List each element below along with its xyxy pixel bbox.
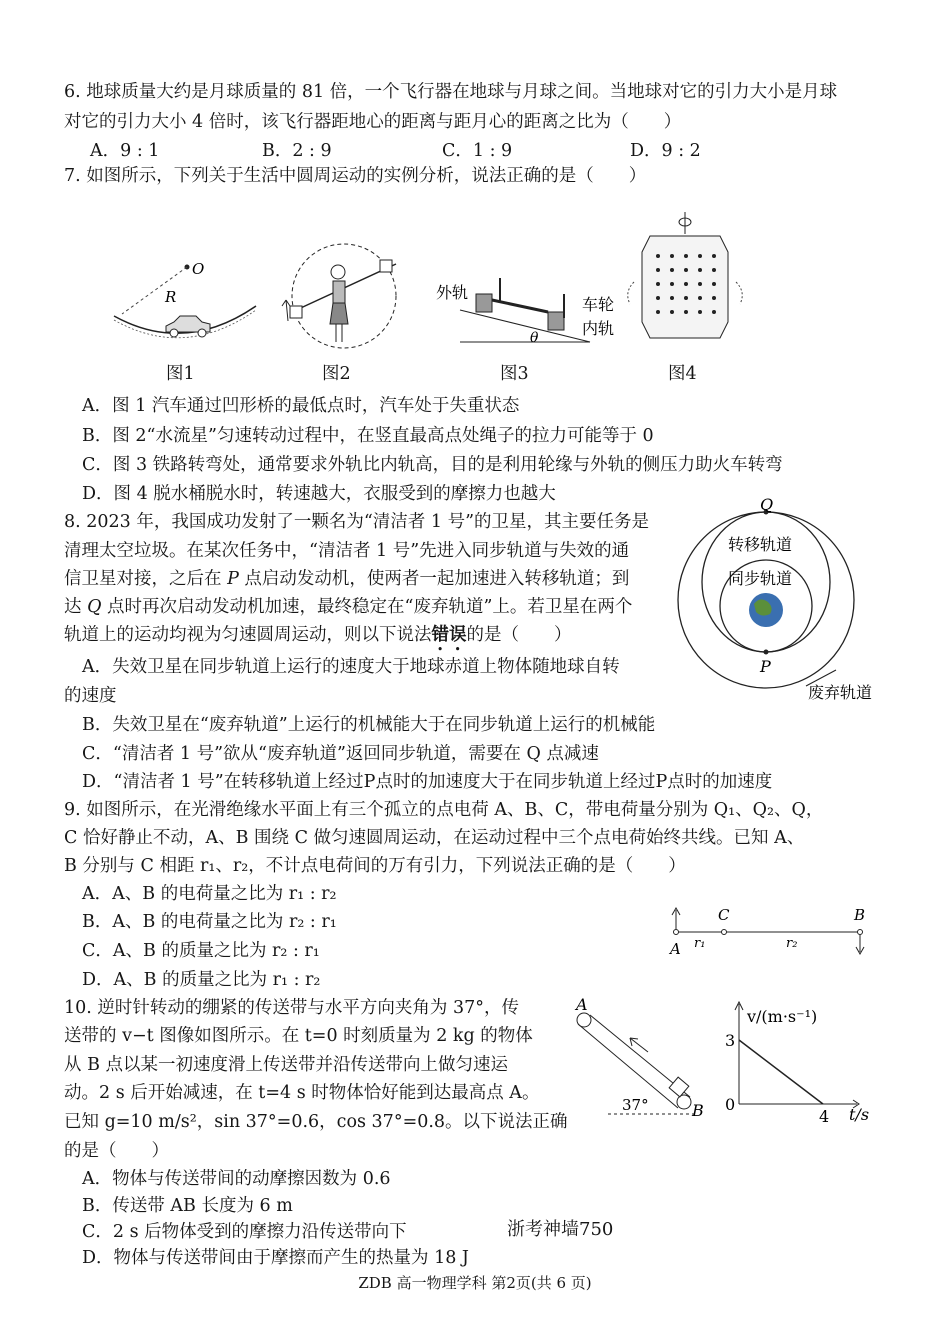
q8-option-a-line1: A．失效卫星在同步轨道上运行的速度大于地球赤道上物体随地球自转 [82, 657, 620, 677]
q10-option-a: A．物体与传送带间的动摩擦因数为 0.6 [82, 1169, 391, 1189]
q6-stem-line2: 对它的引力大小 4 倍时，该飞行器距地心的距离与距月心的距离之比为（ ） [64, 112, 682, 132]
graph-x-tick: 4 [819, 1107, 830, 1126]
fig1-radius-label: R [165, 288, 177, 306]
charge-b-label: B [854, 906, 866, 924]
q8-stem-line1: 8. 2023 年，我国成功发射了一颗名为“清洁者 1 号”的卫星，其主要任务是 [64, 512, 650, 532]
belt-a-label: A [576, 995, 588, 1014]
car-icon [166, 316, 210, 337]
fig3-angle-label: θ [530, 330, 539, 346]
bucket-icon [380, 260, 392, 272]
earth-icon [749, 593, 783, 627]
charge-r2-label: r₂ [786, 936, 798, 951]
fig3-outer-rail-label: 外轨 [436, 283, 469, 302]
charge-r1-label: r₁ [694, 936, 706, 951]
q9-stem-line2: C 恰好静止不动，A、B 围绕 C 做匀速圆周运动，在运动过程中三个点电荷始终共线。已知 A、 [64, 828, 805, 848]
q10-option-b: B．传送带 AB 长度为 6 m [82, 1196, 293, 1216]
q7-figure1 [110, 250, 260, 345]
orbit-abandon-label: 废弃轨道 [808, 683, 873, 702]
q8-orbit-diagram [676, 495, 896, 710]
q6-stem-line1: 6. 地球质量大约是月球质量的 81 倍，一个飞行器在地球与月球之间。当地球对它的引力大小是月球 [64, 82, 838, 102]
q10-stem-line1: 10. 逆时针转动的绷紧的传送带与水平方向夹角为 37°，传 [64, 998, 519, 1018]
q6-option-a: A．9 : 1 [90, 141, 160, 161]
graph-y-label: v/(m·s⁻¹) [747, 1007, 818, 1026]
q7-option-b: B．图 2“水流星”匀速转动过程中，在竖直最高点处绳子的拉力可能等于 0 [82, 426, 654, 446]
q7-figure4 [630, 212, 740, 352]
belt-b-label: B [692, 1101, 704, 1120]
q9-stem-line1: 9. 如图所示，在光滑绝缘水平面上有三个孤立的点电荷 A、B、C，带电荷量分别为 Q₁、Q₂、Q， [64, 800, 824, 820]
q9-option-b: B．A、B 的电荷量之比为 r₂ : r₁ [82, 912, 337, 932]
q6-option-d: D．9 : 2 [630, 141, 701, 161]
graph-x-label: t/s [849, 1105, 870, 1124]
q7-option-c: C．图 3 铁路转弯处，通常要求外轨比内轨高，目的是利用轮缘与外轨的侧压力助火车转弯 [82, 455, 783, 475]
q8-option-c: C．“清洁者 1 号”欲从“废弃轨道”返回同步轨道，需要在 Q 点减速 [82, 744, 599, 764]
q9-stem-line3: B 分别与 C 相距 r₁、r₂，不计点电荷间的万有引力，下列说法正确的是（ ） [64, 856, 686, 876]
belt-angle-label: 37° [622, 1096, 649, 1114]
charge-c-label: C [718, 906, 730, 924]
q7-option-a: A．图 1 汽车通过凹形桥的最低点时，汽车处于失重状态 [82, 396, 520, 416]
charge-a-label: A [670, 940, 681, 958]
graph-y-tick: 3 [725, 1031, 736, 1050]
fig2-caption: 图2 [322, 364, 351, 384]
q10-stem-line4: 动。2 s 后开始减速，在 t=4 s 时物体恰好能到达最高点 A。 [64, 1083, 540, 1103]
q10-vt-graph [725, 998, 885, 1126]
q10-stem-line6: 的是（ ） [64, 1141, 169, 1161]
fig1-center-label: O [192, 260, 205, 278]
orbit-q-label: Q [760, 495, 774, 514]
q10-stem-line3: 从 B 点以某一初速度滑上传送带并沿传送带向上做匀速运 [64, 1055, 508, 1075]
q9-option-a: A．A、B 的电荷量之比为 r₁ : r₂ [82, 884, 337, 904]
fig3-inner-rail-label: 内轨 [582, 319, 615, 338]
q8-stem-line5: 轨道上的运动均视为匀速圆周运动，则以下说法错误的是（ ） [64, 625, 572, 645]
q8-option-b: B．失效卫星在“废弃轨道”上运行的机械能大于在同步轨道上运行的机械能 [82, 715, 656, 735]
q10-stem-line2: 送带的 v−t 图像如图所示。在 t=0 时刻质量为 2 kg 的物体 [64, 1026, 533, 1046]
q10-stem-line5: 已知 g=10 m/s²，sin 37°=0.6，cos 37°=0.8。以下说法正确 [64, 1112, 568, 1132]
fig1-caption: 图1 [166, 364, 195, 384]
q7-figure3 [430, 270, 630, 350]
fig4-caption: 图4 [668, 364, 697, 384]
q8-option-a-line2: 的速度 [64, 686, 117, 706]
q8-stem-line4: 达 Q 点时再次启动发动机加速，最终稳定在“废弃轨道”上。若卫星在两个 [64, 597, 633, 617]
q6-option-c: C．1 : 9 [442, 141, 513, 161]
orbit-transfer-label: 转移轨道 [728, 535, 793, 554]
fig3-wheel-label: 车轮 [582, 295, 615, 314]
bucket-icon [290, 306, 302, 318]
fig3-caption: 图3 [500, 364, 529, 384]
q8-option-d: D．“清洁者 1 号”在转移轨道上经过P点时的加速度大于在同步轨道上经过P点时的加速度 [82, 772, 773, 792]
orbit-sync-label: 同步轨道 [728, 569, 793, 588]
orbit-p-label: P [760, 657, 771, 676]
graph-velocity-line [739, 1040, 823, 1104]
q10-option-d: D．物体与传送带间由于摩擦而产生的热量为 18 J [82, 1248, 469, 1268]
q10-belt-diagram [568, 995, 718, 1126]
girl-icon [330, 265, 348, 342]
page-footer: ZDB 高一物理学科 第2页(共 6 页) [358, 1274, 592, 1292]
graph-origin-label: 0 [725, 1095, 736, 1114]
q10-option-c: C．2 s 后物体受到的摩擦力沿传送带向下 [82, 1222, 407, 1242]
q8-stem-line3: 信卫星对接，之后在 P 点启动发动机，使两者一起加速进入转移轨道；到 [64, 569, 630, 589]
q7-option-d: D．图 4 脱水桶脱水时，转速越大，衣服受到的摩擦力也越大 [82, 484, 556, 504]
q7-stem: 7. 如图所示，下列关于生活中圆周运动的实例分析，说法正确的是（ ） [64, 166, 647, 186]
q7-figure2 [282, 236, 407, 351]
q9-option-c: C．A、B 的质量之比为 r₂ : r₁ [82, 941, 320, 961]
q8-stem-line2: 清理太空垃圾。在某次任务中，“清洁者 1 号”先进入同步轨道与失效的通 [64, 541, 630, 561]
q9-option-d: D．A、B 的质量之比为 r₁ : r₂ [82, 970, 321, 990]
watermark: 浙考神墙750 [507, 1219, 614, 1240]
q6-option-b: B．2 : 9 [262, 141, 332, 161]
q9-charge-diagram [664, 902, 884, 960]
